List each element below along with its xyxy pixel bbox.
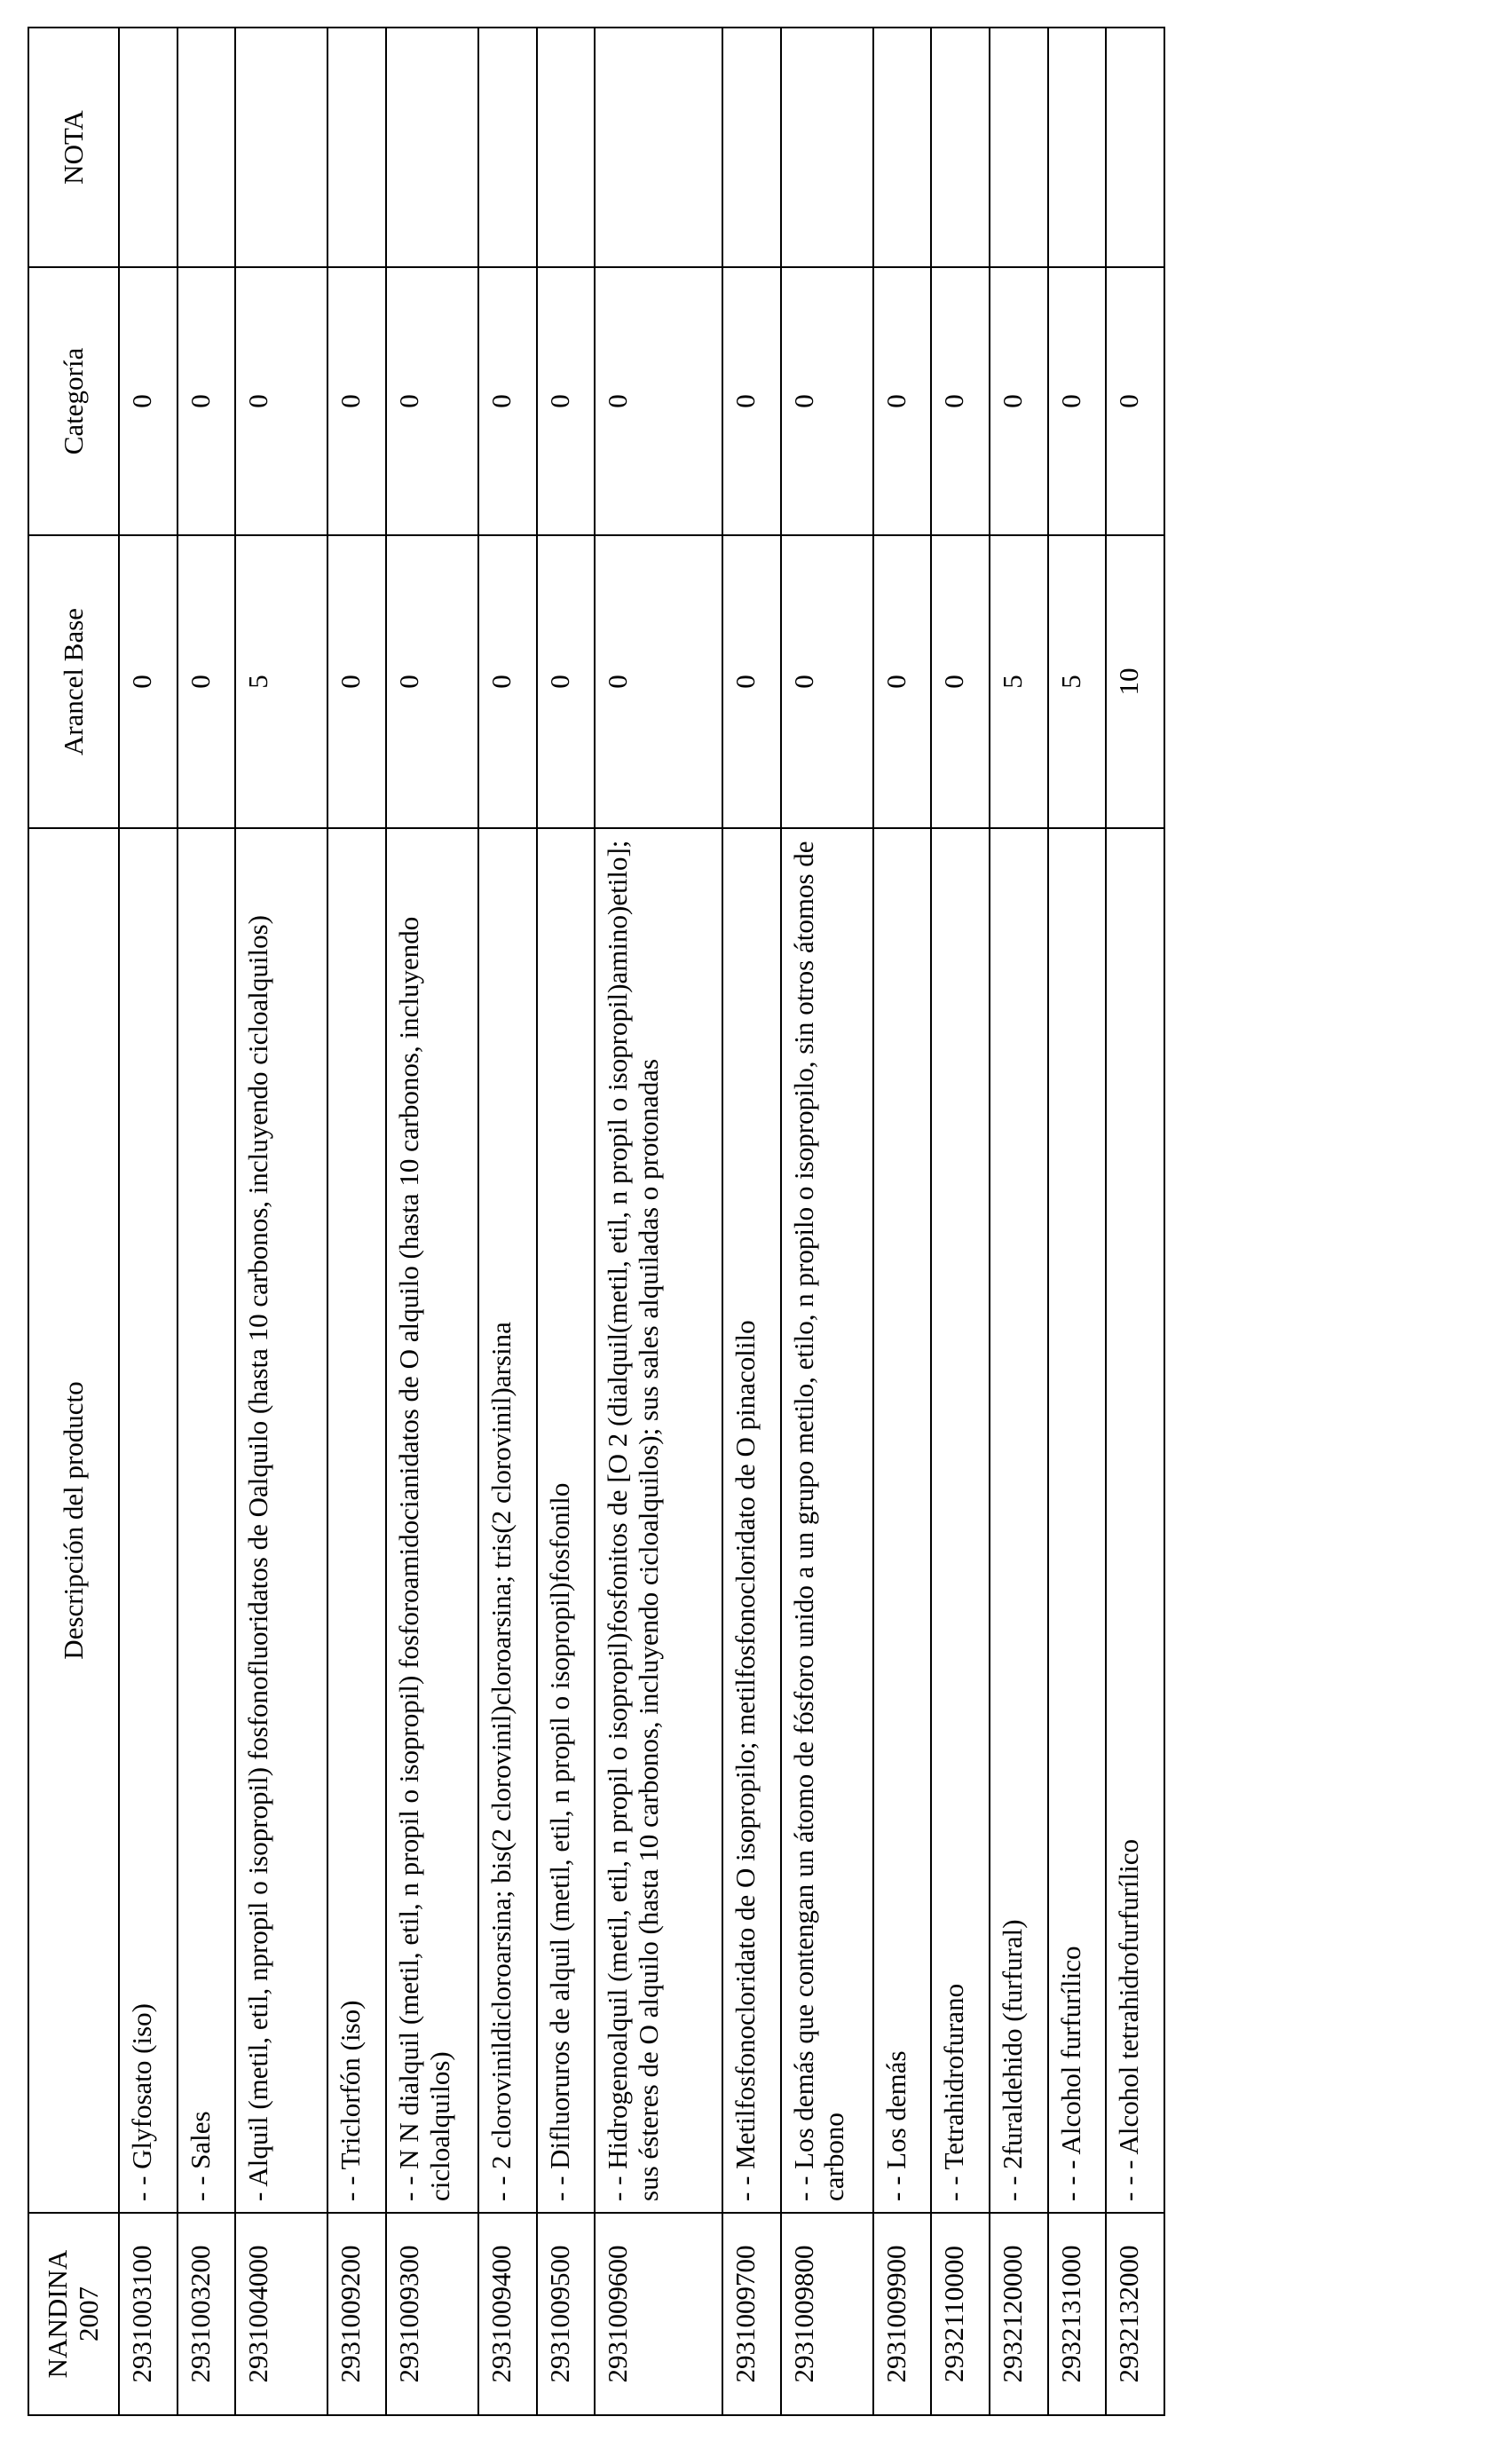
header-descripcion: Descripción del producto — [28, 828, 119, 2213]
nota-cell — [990, 28, 1048, 267]
categoria-cell: 0 — [478, 267, 537, 535]
product-description-cell: - - Metilfosfonocloridato de O isopropilo; metilfosfonocloridato de O pinacolilo — [722, 828, 781, 2213]
header-nandina: NANDINA 2007 — [28, 2213, 119, 2415]
product-description-cell: - - Los demás — [873, 828, 932, 2213]
nota-cell — [178, 28, 236, 267]
table-row — [873, 28, 932, 2415]
categoria-cell: 0 — [1106, 267, 1164, 535]
table-row — [722, 28, 781, 2415]
arancel-base-cell: 0 — [119, 535, 178, 828]
categoria-cell: 0 — [873, 267, 932, 535]
nandina-code-cell: 2931009500 — [537, 2213, 596, 2415]
nandina-code-cell: 2932131000 — [1048, 2213, 1107, 2415]
nandina-code-cell: 2931009300 — [386, 2213, 478, 2415]
arancel-base-cell: 0 — [327, 535, 386, 828]
table-header-row — [28, 28, 119, 2415]
tariff-table-rotated — [28, 28, 1165, 2416]
nota-cell — [722, 28, 781, 267]
product-description-cell: - - Triclorfón (iso) — [327, 828, 386, 2213]
table-row — [781, 28, 873, 2415]
arancel-base-cell: 5 — [990, 535, 1048, 828]
table-row — [386, 28, 478, 2415]
table-row — [537, 28, 596, 2415]
categoria-cell: 0 — [386, 267, 478, 535]
arancel-base-cell: 5 — [1048, 535, 1107, 828]
nandina-code-cell: 2931009700 — [722, 2213, 781, 2415]
categoria-cell: 0 — [537, 267, 596, 535]
nota-cell — [235, 28, 327, 267]
categoria-cell: 0 — [119, 267, 178, 535]
table-row — [990, 28, 1048, 2415]
nota-cell — [595, 28, 722, 267]
arancel-base-cell: 0 — [178, 535, 236, 828]
product-description-cell: - - Los demás que contengan un átomo de fósforo unido a un grupo metilo, etilo, n propilo o isopropilo, sin otros átomos de carbono — [781, 828, 873, 2213]
table-row — [595, 28, 722, 2415]
product-description-cell: - - 2furaldehido (furfural) — [990, 828, 1048, 2213]
tariff-table — [28, 27, 1165, 2416]
nandina-code-cell: 2931009200 — [327, 2213, 386, 2415]
product-description-cell: - - - Alcohol tetrahidrofurfurílico — [1106, 828, 1164, 2213]
nota-cell — [931, 28, 990, 267]
table-row — [119, 28, 178, 2415]
nandina-code-cell: 2932132000 — [1106, 2213, 1164, 2415]
product-description-cell: - - - Alcohol furfurílico — [1048, 828, 1107, 2213]
product-description-cell: - - Sales — [178, 828, 236, 2213]
nandina-code-cell: 2931009400 — [478, 2213, 537, 2415]
table-row — [478, 28, 537, 2415]
nota-cell — [1048, 28, 1107, 267]
product-description-cell: - - 2 clorovinildicloroarsina; bis(2 clorovinil)cloroarsina; tris(2 clorovinil)arsina — [478, 828, 537, 2213]
nota-cell — [386, 28, 478, 267]
categoria-cell: 0 — [178, 267, 236, 535]
categoria-cell: 0 — [1048, 267, 1107, 535]
table-row — [235, 28, 327, 2415]
categoria-cell: 0 — [722, 267, 781, 535]
nota-cell — [781, 28, 873, 267]
table-body — [119, 28, 1164, 2415]
nota-cell — [327, 28, 386, 267]
table-row — [178, 28, 236, 2415]
header-nota: NOTA — [28, 28, 119, 267]
arancel-base-cell: 0 — [478, 535, 537, 828]
nota-cell — [537, 28, 596, 267]
header-categoria: Categoría — [28, 267, 119, 535]
arancel-base-cell: 0 — [931, 535, 990, 828]
categoria-cell: 0 — [931, 267, 990, 535]
arancel-base-cell: 0 — [537, 535, 596, 828]
nota-cell — [478, 28, 537, 267]
product-description-cell: - - Glyfosato (iso) — [119, 828, 178, 2213]
categoria-cell: 0 — [990, 267, 1048, 535]
nandina-code-cell: 2932120000 — [990, 2213, 1048, 2415]
product-description-cell: - Alquil (metil, etil, npropil o isopropil) fosfonofluoridatos de Oalquilo (hasta 10 carbonos, incluyendo cicloalquilos) — [235, 828, 327, 2213]
arancel-base-cell: 10 — [1106, 535, 1164, 828]
nandina-code-cell: 2932110000 — [931, 2213, 990, 2415]
nandina-code-cell: 2931009800 — [781, 2213, 873, 2415]
categoria-cell: 0 — [595, 267, 722, 535]
product-description-cell: - - Difluoruros de alquil (metil, etil, n propil o isopropil)fosfonilo — [537, 828, 596, 2213]
table-row — [1048, 28, 1107, 2415]
table-row — [931, 28, 990, 2415]
nota-cell — [1106, 28, 1164, 267]
product-description-cell: - - N N dialquil (metil, etil, n propil o isopropil) fosforoamidocianidatos de O alquilo (hasta 10 carbonos, incluyendo cicloalquilos) — [386, 828, 478, 2213]
arancel-base-cell: 0 — [386, 535, 478, 828]
header-arancel-base: Arancel Base — [28, 535, 119, 828]
arancel-base-cell: 0 — [873, 535, 932, 828]
table-row — [1106, 28, 1164, 2415]
product-description-cell: - - Tetrahidrofurano — [931, 828, 990, 2213]
categoria-cell: 0 — [327, 267, 386, 535]
categoria-cell: 0 — [235, 267, 327, 535]
nota-cell — [873, 28, 932, 267]
nota-cell — [119, 28, 178, 267]
categoria-cell: 0 — [781, 267, 873, 535]
nandina-code-cell: 2931004000 — [235, 2213, 327, 2415]
arancel-base-cell: 0 — [781, 535, 873, 828]
nandina-code-cell: 2931009900 — [873, 2213, 932, 2415]
arancel-base-cell: 0 — [595, 535, 722, 828]
arancel-base-cell: 5 — [235, 535, 327, 828]
arancel-base-cell: 0 — [722, 535, 781, 828]
nandina-code-cell: 2931009600 — [595, 2213, 722, 2415]
nandina-code-cell: 2931003200 — [178, 2213, 236, 2415]
nandina-code-cell: 2931003100 — [119, 2213, 178, 2415]
product-description-cell: - - Hidrogenoalquil (metil, etil, n propil o isopropil)fosfonitos de [O 2 (dialquil(metil, etil, n propil o isopropil)amino)etilo]; sus ésteres de O alquilo (hasta 10 carbonos, incluyendo cicloalquilos); sus sales alquiladas o protonadas — [595, 828, 722, 2213]
table-row — [327, 28, 386, 2415]
